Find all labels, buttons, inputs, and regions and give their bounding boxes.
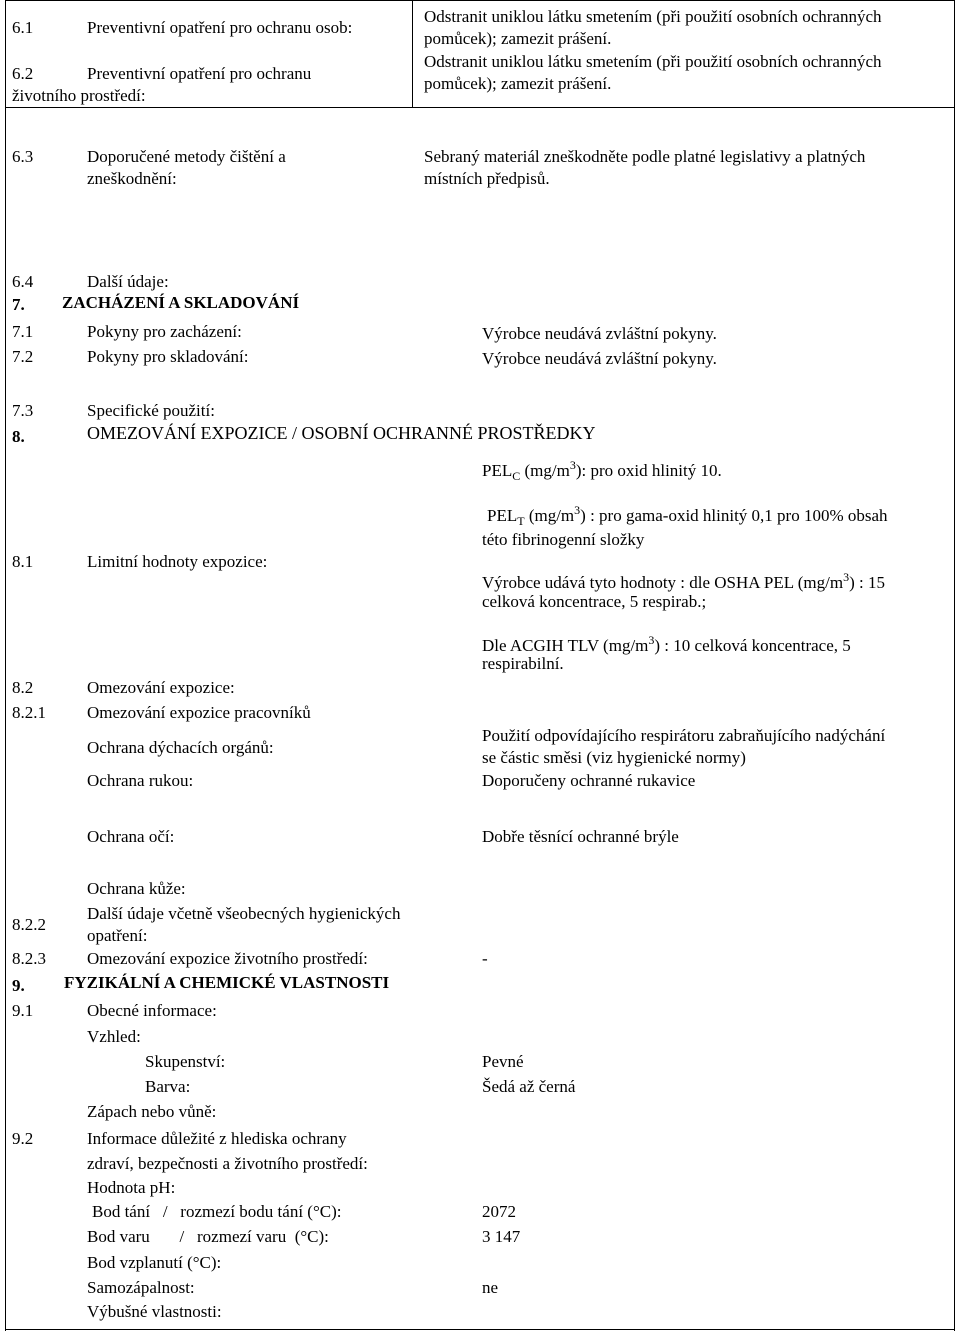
section-value-6-3-line2: místních předpisů. bbox=[424, 169, 550, 188]
frame-top bbox=[5, 0, 955, 1]
ph-label: Hodnota pH: bbox=[87, 1178, 176, 1197]
section-value-6-2-line1: Odstranit uniklou látku smetením (při použití osobních ochranných bbox=[424, 52, 882, 71]
acgih-text: Dle ACGIH TLV (mg/m bbox=[482, 636, 649, 655]
section-label-9-2-line1: Informace důležité z hlediska ochrany bbox=[87, 1129, 347, 1148]
section-title-7: ZACHÁZENÍ A SKLADOVÁNÍ bbox=[62, 293, 300, 312]
pel-t-label: PEL bbox=[487, 506, 518, 525]
hands-value: Doporučeny ochranné rukavice bbox=[482, 771, 696, 790]
pel-t-sup: 3 bbox=[574, 503, 581, 517]
section-number-7-1: 7.1 bbox=[12, 322, 34, 341]
eyes-value: Dobře těsnící ochranné brýle bbox=[482, 827, 679, 846]
section-label-9-1: Obecné informace: bbox=[87, 1001, 217, 1020]
section-label-6-3-line1: Doporučené metody čištění a bbox=[87, 147, 286, 166]
melting-label: Bod tání / rozmezí bodu tání (°C): bbox=[92, 1202, 342, 1221]
section-number-7: 7. bbox=[12, 295, 25, 314]
section-number-6-4: 6.4 bbox=[12, 272, 34, 291]
pel-t-rest: ) : pro gama-oxid hlinitý 0,1 pro 100% obsah bbox=[580, 506, 888, 525]
section-value-6-3-line1: Sebraný materiál zneškodněte podle platné legislativy a platných bbox=[424, 147, 866, 166]
section-number-6-1: 6.1 bbox=[12, 18, 34, 37]
section-number-8-2: 8.2 bbox=[12, 678, 34, 697]
breath-label: Ochrana dýchacích orgánů: bbox=[87, 738, 274, 757]
pel-t-unit: (mg/m bbox=[528, 506, 575, 525]
section-number-9: 9. bbox=[12, 976, 25, 995]
frame-left bbox=[5, 0, 6, 1331]
color-value: Šedá až černá bbox=[482, 1077, 576, 1096]
section-value-6-2-line2: pomůcek); zamezit prášení. bbox=[424, 74, 612, 93]
state-label: Skupenství: bbox=[145, 1052, 226, 1071]
section-number-8-2-2: 8.2.2 bbox=[12, 915, 46, 934]
skin-label: Ochrana kůže: bbox=[87, 879, 186, 898]
breath-value-line1: Použití odpovídajícího respirátoru zabraňujícího nadýchání bbox=[482, 726, 886, 745]
pel-c-sup: 3 bbox=[569, 458, 576, 472]
flash-label: Bod vzplanutí (°C): bbox=[87, 1253, 222, 1272]
section-label-6-4: Další údaje: bbox=[87, 272, 169, 291]
section-number-8-2-1: 8.2.1 bbox=[12, 703, 46, 722]
section-label-7-3: Specifické použití: bbox=[87, 401, 215, 420]
boiling-value: 3 147 bbox=[482, 1227, 521, 1246]
section-label-8-2-3: Omezování expozice životního prostředí: bbox=[87, 949, 368, 968]
osha-line bbox=[482, 567, 885, 593]
section-label-7-1: Pokyny pro zacházení: bbox=[87, 322, 242, 341]
section-title-9: FYZIKÁLNÍ A CHEMICKÉ VLASTNOSTI bbox=[64, 973, 390, 992]
section-title-8: OMEZOVÁNÍ EXPOZICE / OSOBNÍ OCHRANNÉ PROSTŘEDKY bbox=[87, 423, 596, 443]
acgih-rest: ) : 10 celková koncentrace, 5 bbox=[654, 636, 851, 655]
section-number-9-2: 9.2 bbox=[12, 1129, 34, 1148]
pel-c-unit: (mg/m bbox=[524, 461, 570, 480]
pel-c-line bbox=[482, 455, 722, 487]
odor-label: Zápach nebo vůně: bbox=[87, 1102, 217, 1121]
section-value-7-1: Výrobce neudává zvláštní pokyny. bbox=[482, 324, 717, 343]
section-number-7-3: 7.3 bbox=[12, 401, 34, 420]
section-number-8-2-3: 8.2.3 bbox=[12, 949, 46, 968]
section-label-8-2: Omezování expozice: bbox=[87, 678, 235, 697]
section-value-6-1-line2: pomůcek); zamezit prášení. bbox=[424, 29, 612, 48]
section-number-7-2: 7.2 bbox=[12, 347, 34, 366]
selfignite-value: ne bbox=[482, 1278, 499, 1297]
explosive-label: Výbušné vlastnosti: bbox=[87, 1302, 222, 1321]
section-number-6-2: 6.2 bbox=[12, 64, 34, 83]
pel-c-label: PEL bbox=[482, 461, 513, 480]
frame-right bbox=[954, 0, 955, 1331]
section-label-6-1: Preventivní opatření pro ochranu osob: bbox=[87, 18, 353, 37]
boiling-label: Bod varu / rozmezí varu (°C): bbox=[87, 1227, 329, 1246]
selfignite-label: Samozápalnost: bbox=[87, 1278, 195, 1297]
section-value-6-1-line1: Odstranit uniklou látku smetením (při použití osobních ochranných bbox=[424, 7, 882, 26]
frame-separator bbox=[5, 107, 955, 108]
state-value: Pevné bbox=[482, 1052, 524, 1071]
osha-sup: 3 bbox=[843, 570, 850, 584]
pel-t-sub: T bbox=[517, 514, 525, 528]
melting-value: 2072 bbox=[482, 1202, 516, 1221]
section-value-8-2-3: - bbox=[482, 949, 488, 968]
pel-t-line bbox=[487, 500, 888, 532]
breath-value-line2: se částic směsi (viz hygienické normy) bbox=[482, 748, 746, 767]
frame-bottom bbox=[5, 1329, 955, 1330]
section-number-6-3: 6.3 bbox=[12, 147, 34, 166]
color-label: Barva: bbox=[145, 1077, 191, 1096]
section-label-8-2-2-line2: opatření: bbox=[87, 926, 148, 945]
hands-label: Ochrana rukou: bbox=[87, 771, 194, 790]
eyes-label: Ochrana očí: bbox=[87, 827, 175, 846]
pel-t-line2: této fibrinogenní složky bbox=[482, 530, 645, 549]
section-label-9-2-line2: zdraví, bezpečnosti a životního prostředí: bbox=[87, 1154, 368, 1173]
section-number-8-1: 8.1 bbox=[12, 552, 34, 571]
section-label-6-2-line1: Preventivní opatření pro ochranu bbox=[87, 64, 312, 83]
acgih-sup: 3 bbox=[648, 633, 655, 647]
section-number-9-1: 9.1 bbox=[12, 1001, 34, 1020]
osha-line2: celková koncentrace, 5 respirab.; bbox=[482, 592, 707, 611]
osha-text: Výrobce udává tyto hodnoty : dle OSHA PEL (mg/m bbox=[482, 573, 844, 592]
frame-divider bbox=[412, 0, 413, 108]
section-number-8: 8. bbox=[12, 427, 25, 446]
section-value-7-2: Výrobce neudává zvláštní pokyny. bbox=[482, 349, 717, 368]
acgih-line2: respirabilní. bbox=[482, 654, 564, 673]
osha-rest: ) : 15 bbox=[849, 573, 885, 592]
section-label-8-2-1: Omezování expozice pracovníků bbox=[87, 703, 311, 722]
section-label-7-2: Pokyny pro skladování: bbox=[87, 347, 249, 366]
section-label-8-1: Limitní hodnoty expozice: bbox=[87, 552, 268, 571]
appearance-label: Vzhled: bbox=[87, 1027, 141, 1046]
pel-c-rest: ): pro oxid hlinitý 10. bbox=[575, 461, 722, 480]
pel-c-sub: C bbox=[512, 469, 521, 483]
section-label-6-3-line2: zneškodnění: bbox=[87, 169, 177, 188]
section-label-6-2-line2: životního prostředí: bbox=[12, 86, 146, 105]
section-label-8-2-2-line1: Další údaje včetně všeobecných hygienických bbox=[87, 904, 401, 923]
